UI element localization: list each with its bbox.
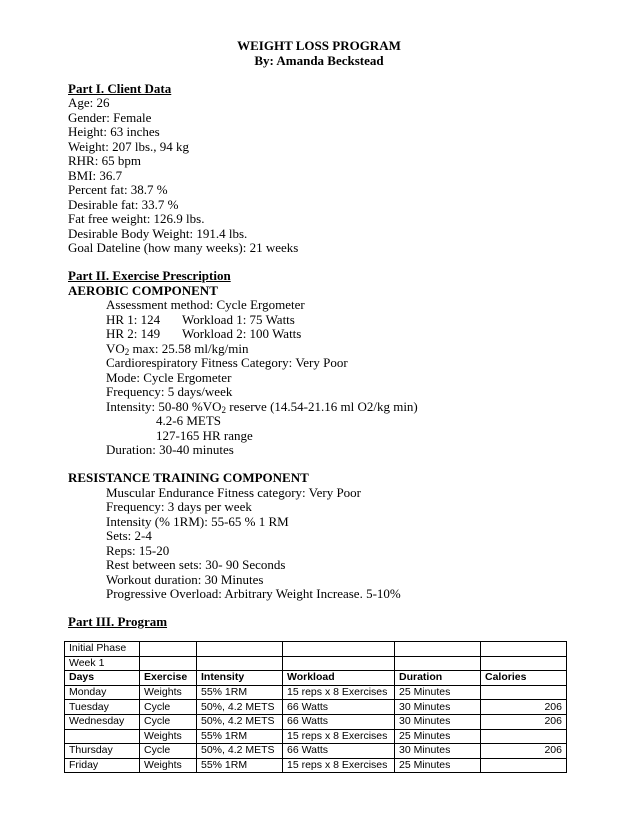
cell-duration: 25 Minutes [395,729,481,744]
resistance-rest: Rest between sets: 30- 90 Seconds [106,557,286,572]
workload1: Workload 1: 75 Watts [182,311,295,327]
client-weight: Weight: 207 lbs., 94 kg [68,138,190,154]
table-row [65,685,567,700]
document-title: WEIGHT LOSS PROGRAM [237,38,401,53]
client-desirable-weight: Desirable Body Weight: 191.4 lbs. [68,225,248,241]
hr2: HR 2: 149 [106,326,161,341]
hr1-line [106,313,295,328]
table-row [65,700,567,715]
table-header-row [65,671,567,686]
table-row [65,744,567,759]
cell-calories [481,758,567,773]
resistance-reps: Reps: 15-20 [106,542,170,558]
cell-day [65,729,140,744]
vo2-max: $VO_2$ max: 25.58 ml/kg/min [106,340,249,357]
cell-exercise: Weights [140,758,197,773]
resistance-progressive-overload: Progressive Overload: Arbitrary Weight Increase. 5-10% [106,586,401,601]
client-percent-fat: Percent fat: 38.7 % [68,182,168,197]
client-goal-dateline: Goal Dateline (how many weeks): 21 weeks [68,240,299,255]
cell-workload: 15 reps x 8 Exercises [283,729,395,744]
client-desirable-fat: Desirable fat: 33.7 % [68,196,179,212]
resistance-sets: Sets: 2-4 [106,528,152,543]
cell-day: Wednesday [65,714,140,729]
cell-duration: 25 Minutes [395,758,481,773]
resistance-heading: RESISTANCE TRAINING COMPONENT [68,470,309,485]
document-byline: By: Amanda Beckstead [254,53,384,68]
table-row [65,714,567,729]
col-header-calories: Calories [481,671,567,686]
cell-calories [481,685,567,700]
part1-heading: Part I. Client Data [68,81,172,96]
cell-calories: 206 [481,714,567,729]
resistance-workout-duration: Workout duration: 30 Minutes [106,571,264,587]
exercise-mode: Mode: Cycle Ergometer [106,369,232,385]
client-fat-free-weight: Fat free weight: 126.9 lbs. [68,211,205,226]
cell-exercise: Cycle [140,744,197,759]
col-header-workload: Workload [283,671,395,686]
table-row [65,642,567,657]
col-header-days: Days [65,671,140,686]
cell-calories [481,729,567,744]
workload2: Workload 2: 100 Watts [182,326,302,341]
cell-workload: 66 Watts [283,700,395,715]
cell-workload: 66 Watts [283,714,395,729]
cell-intensity: 50%, 4.2 METS [197,744,283,759]
cell-intensity: 55% 1RM [197,729,283,744]
cell-exercise: Weights [140,685,197,700]
cell-workload: 66 Watts [283,744,395,759]
intensity-hr-range: 127-165 HR range [156,427,253,443]
part2-heading: Part II. Exercise Prescription [68,268,231,283]
cell-day: Tuesday [65,700,140,715]
cell-duration: 30 Minutes [395,700,481,715]
cell-workload: 15 reps x 8 Exercises [283,758,395,773]
client-age: Age: 26 [68,95,110,110]
cell-duration: 25 Minutes [395,685,481,700]
table-row [65,758,567,773]
aerobic-duration: Duration: 30-40 minutes [106,442,234,457]
cell-exercise: Weights [140,729,197,744]
client-bmi: BMI: 36.7 [68,167,123,183]
phase-cell: Initial Phase [65,642,140,657]
aerobic-heading: AEROBIC COMPONENT [68,282,218,298]
cell-intensity: 50%, 4.2 METS [197,700,283,715]
aerobic-frequency: Frequency: 5 days/week [106,384,233,399]
table-row [65,729,567,744]
cell-duration: 30 Minutes [395,714,481,729]
hr2-line [106,327,301,342]
cell-duration: 30 Minutes [395,744,481,759]
resistance-category: Muscular Endurance Fitness category: Very Poor [106,484,362,500]
client-gender: Gender: Female [68,109,152,125]
col-header-duration: Duration [395,671,481,686]
cell-day: Monday [65,685,140,700]
col-header-exercise: Exercise [140,671,197,686]
week-cell: Week 1 [65,656,140,671]
aerobic-intensity: Intensity: 50-80 $\%VO_2$ reserve (14.54-21.16 ml O2/kg min) [106,398,418,415]
cell-intensity: 55% 1RM [197,758,283,773]
client-height: Height: 63 inches [68,124,160,139]
client-rhr: RHR: 65 bpm [68,153,141,168]
intensity-mets: 4.2-6 METS [156,413,221,428]
col-header-intensity: Intensity [197,671,283,686]
cell-intensity: 50%, 4.2 METS [197,714,283,729]
cell-calories: 206 [481,700,567,715]
resistance-intensity: Intensity (% 1RM): 55-65 % 1 RM [106,513,289,529]
cell-calories: 206 [481,744,567,759]
cell-day: Thursday [65,744,140,759]
cell-intensity: 55% 1RM [197,685,283,700]
part3-heading: Part III. Program [68,614,168,629]
cell-day: Friday [65,758,140,773]
cell-exercise: Cycle [140,714,197,729]
cell-workload: 15 reps x 8 Exercises [283,685,395,700]
table-row [65,656,567,671]
assessment-method: Assessment method: Cycle Ergometer [106,297,305,312]
cell-exercise: Cycle [140,700,197,715]
fitness-category: Cardiorespiratory Fitness Category: Very Poor [106,355,348,370]
resistance-frequency: Frequency: 3 days per week [106,499,252,514]
hr1: HR 1: 124 [106,311,161,327]
program-table [64,641,567,773]
